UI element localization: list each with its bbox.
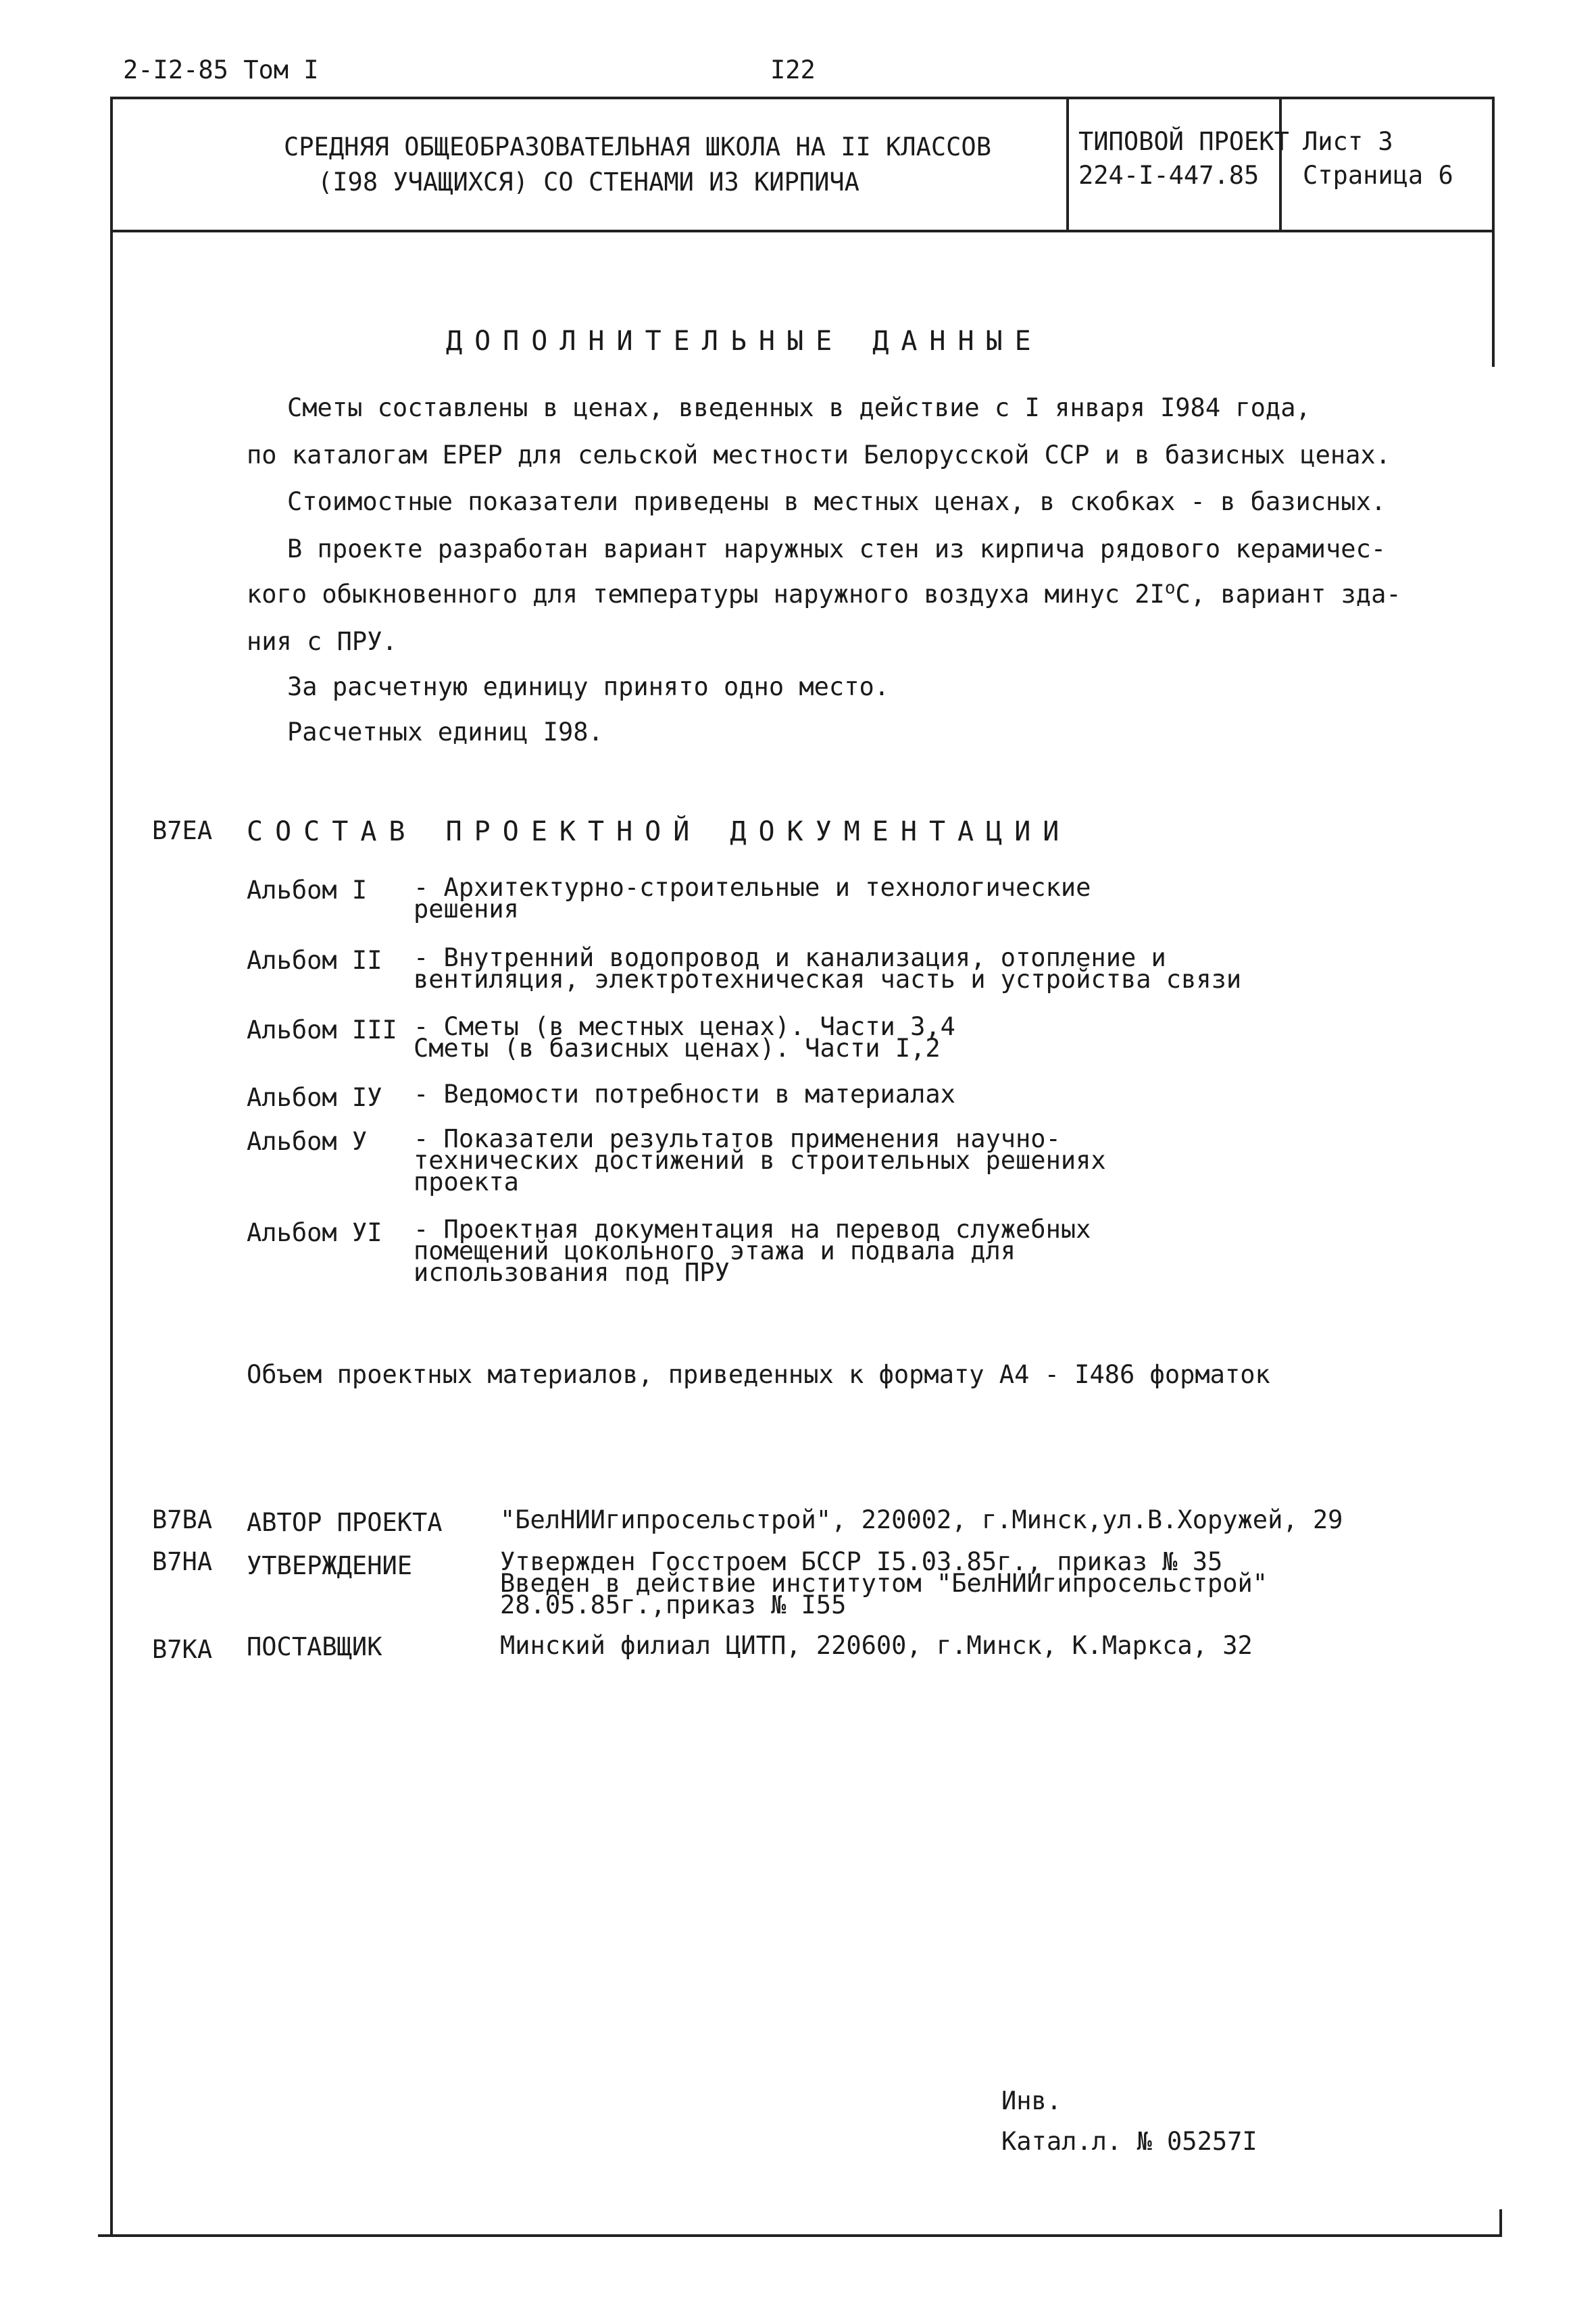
album-5-line-3: проекта: [414, 1167, 519, 1197]
approval-line-2: Введен в действие институтом "БелНИИгипросельстрой": [500, 1569, 1268, 1598]
album-3-line-2: Сметы (в базисных ценах). Части I,2: [414, 1034, 941, 1063]
additional-line-3: Стоимостные показатели приведены в местных ценах, в скобках - в базисных.: [287, 487, 1387, 516]
sheet-number: Лист 3: [1303, 127, 1393, 156]
page-number: I22: [770, 55, 816, 84]
album-6-line-1: - Проектная документация на перевод служебных: [414, 1215, 1091, 1244]
additional-line-6: ния с ПРУ.: [247, 627, 397, 656]
additional-data-heading: ДОПОЛНИТЕЛЬНЫЕ ДАННЫЕ: [446, 326, 1043, 357]
approval-line-1: Утвержден Госстроем БССР I5.03.85г., приказ № 35: [500, 1547, 1223, 1576]
page-label: Страница 6: [1303, 161, 1453, 190]
album-1-name: Альбом I: [247, 876, 368, 905]
album-1-line-1: - Архитектурно-строительные и технологические: [414, 873, 1091, 902]
supplier-code: В7КА: [152, 1635, 213, 1664]
album-6-line-2: помещений цокольного этажа и подвала для: [414, 1236, 1016, 1265]
album-3-name: Альбом III: [247, 1015, 397, 1045]
album-6-name: Альбом УI: [247, 1218, 382, 1247]
author-code: В7ВА: [152, 1505, 213, 1534]
album-5-line-1: - Показатели результатов применения научно-: [414, 1124, 1061, 1153]
title-line-1: СРЕДНЯЯ ОБЩЕОБРАЗОВАТЕЛЬНАЯ ШКОЛА НА II КЛАССОВ: [284, 132, 991, 161]
album-1-line-2: решения: [414, 895, 519, 924]
frame-bottom-border: [98, 2234, 1502, 2237]
volume-note: Объем проектных материалов, приведенных к формату А4 - I486 форматок: [247, 1360, 1270, 1389]
catalog-number: Катал.л. № 05257I: [1001, 2127, 1257, 2156]
title-line-2: (I98 УЧАЩИХСЯ) СО СТЕНАМИ ИЗ КИРПИЧА: [318, 168, 859, 197]
supplier-label: ПОСТАВЩИК: [247, 1632, 382, 1661]
author-label: АВТОР ПРОЕКТА: [247, 1508, 443, 1537]
album-6-line-3: использования под ПРУ: [414, 1258, 730, 1287]
title-block-top-border: [110, 97, 1495, 99]
additional-line-7: За расчетную единицу принято одно место.: [287, 672, 890, 701]
approval-label: УТВЕРЖДЕНИЕ: [247, 1551, 413, 1580]
composition-heading: СОСТАВ ПРОЕКТНОЙ ДОКУМЕНТАЦИИ: [247, 816, 1072, 847]
frame-right-border-bottom: [1499, 2209, 1502, 2236]
author-value: "БелНИИгипросельстрой", 220002, г.Минск,ул.В.Хоружей, 29: [500, 1505, 1343, 1534]
approval-line-3: 28.05.85г.,приказ № I55: [500, 1590, 847, 1619]
supplier-value: Минский филиал ЦИТП, 220600, г.Минск, К.Маркса, 32: [500, 1631, 1253, 1660]
additional-line-8: Расчетных единиц I98.: [287, 718, 603, 747]
title-block-bottom-border: [110, 230, 1495, 232]
album-2-name: Альбом II: [247, 946, 382, 975]
album-4-line-1: - Ведомости потребности в материалах: [414, 1080, 955, 1109]
album-3-line-1: - Сметы (в местных ценах). Части 3,4: [414, 1012, 955, 1041]
project-label: ТИПОВОЙ ПРОЕКТ: [1078, 127, 1289, 156]
title-block-divider-2: [1279, 97, 1282, 232]
album-4-name: Альбом IУ: [247, 1083, 382, 1112]
frame-left-border: [110, 97, 113, 2237]
doc-code: 2-I2-85 Том I: [123, 55, 319, 84]
additional-line-1: Сметы составлены в ценах, введенных в действие с I января I984 года,: [287, 393, 1311, 422]
project-number: 224-I-447.85: [1078, 161, 1260, 190]
inventory-label: Инв.: [1001, 2086, 1062, 2115]
album-5-name: Альбом У: [247, 1127, 368, 1156]
composition-code: В7ЕА: [152, 816, 213, 845]
album-2-line-2: вентиляция, электротехническая часть и устройства связи: [414, 965, 1242, 994]
additional-line-4: В проекте разработан вариант наружных стен из кирпича рядового керамичес-: [287, 534, 1387, 563]
album-2-line-1: - Внутренний водопровод и канализация, отопление и: [414, 943, 1166, 972]
title-block-divider-1: [1066, 97, 1069, 232]
additional-line-5: кого обыкновенного для температуры наружного воздуха минус $2I^оС$, вариант зда-: [247, 578, 1401, 609]
additional-line-2: по каталогам ЕРЕР для сельской местности Белорусской ССР и в базисных ценах.: [247, 441, 1391, 470]
approval-code: В7НА: [152, 1547, 213, 1576]
album-5-line-2: технических достижений в строительных решениях: [414, 1146, 1106, 1175]
